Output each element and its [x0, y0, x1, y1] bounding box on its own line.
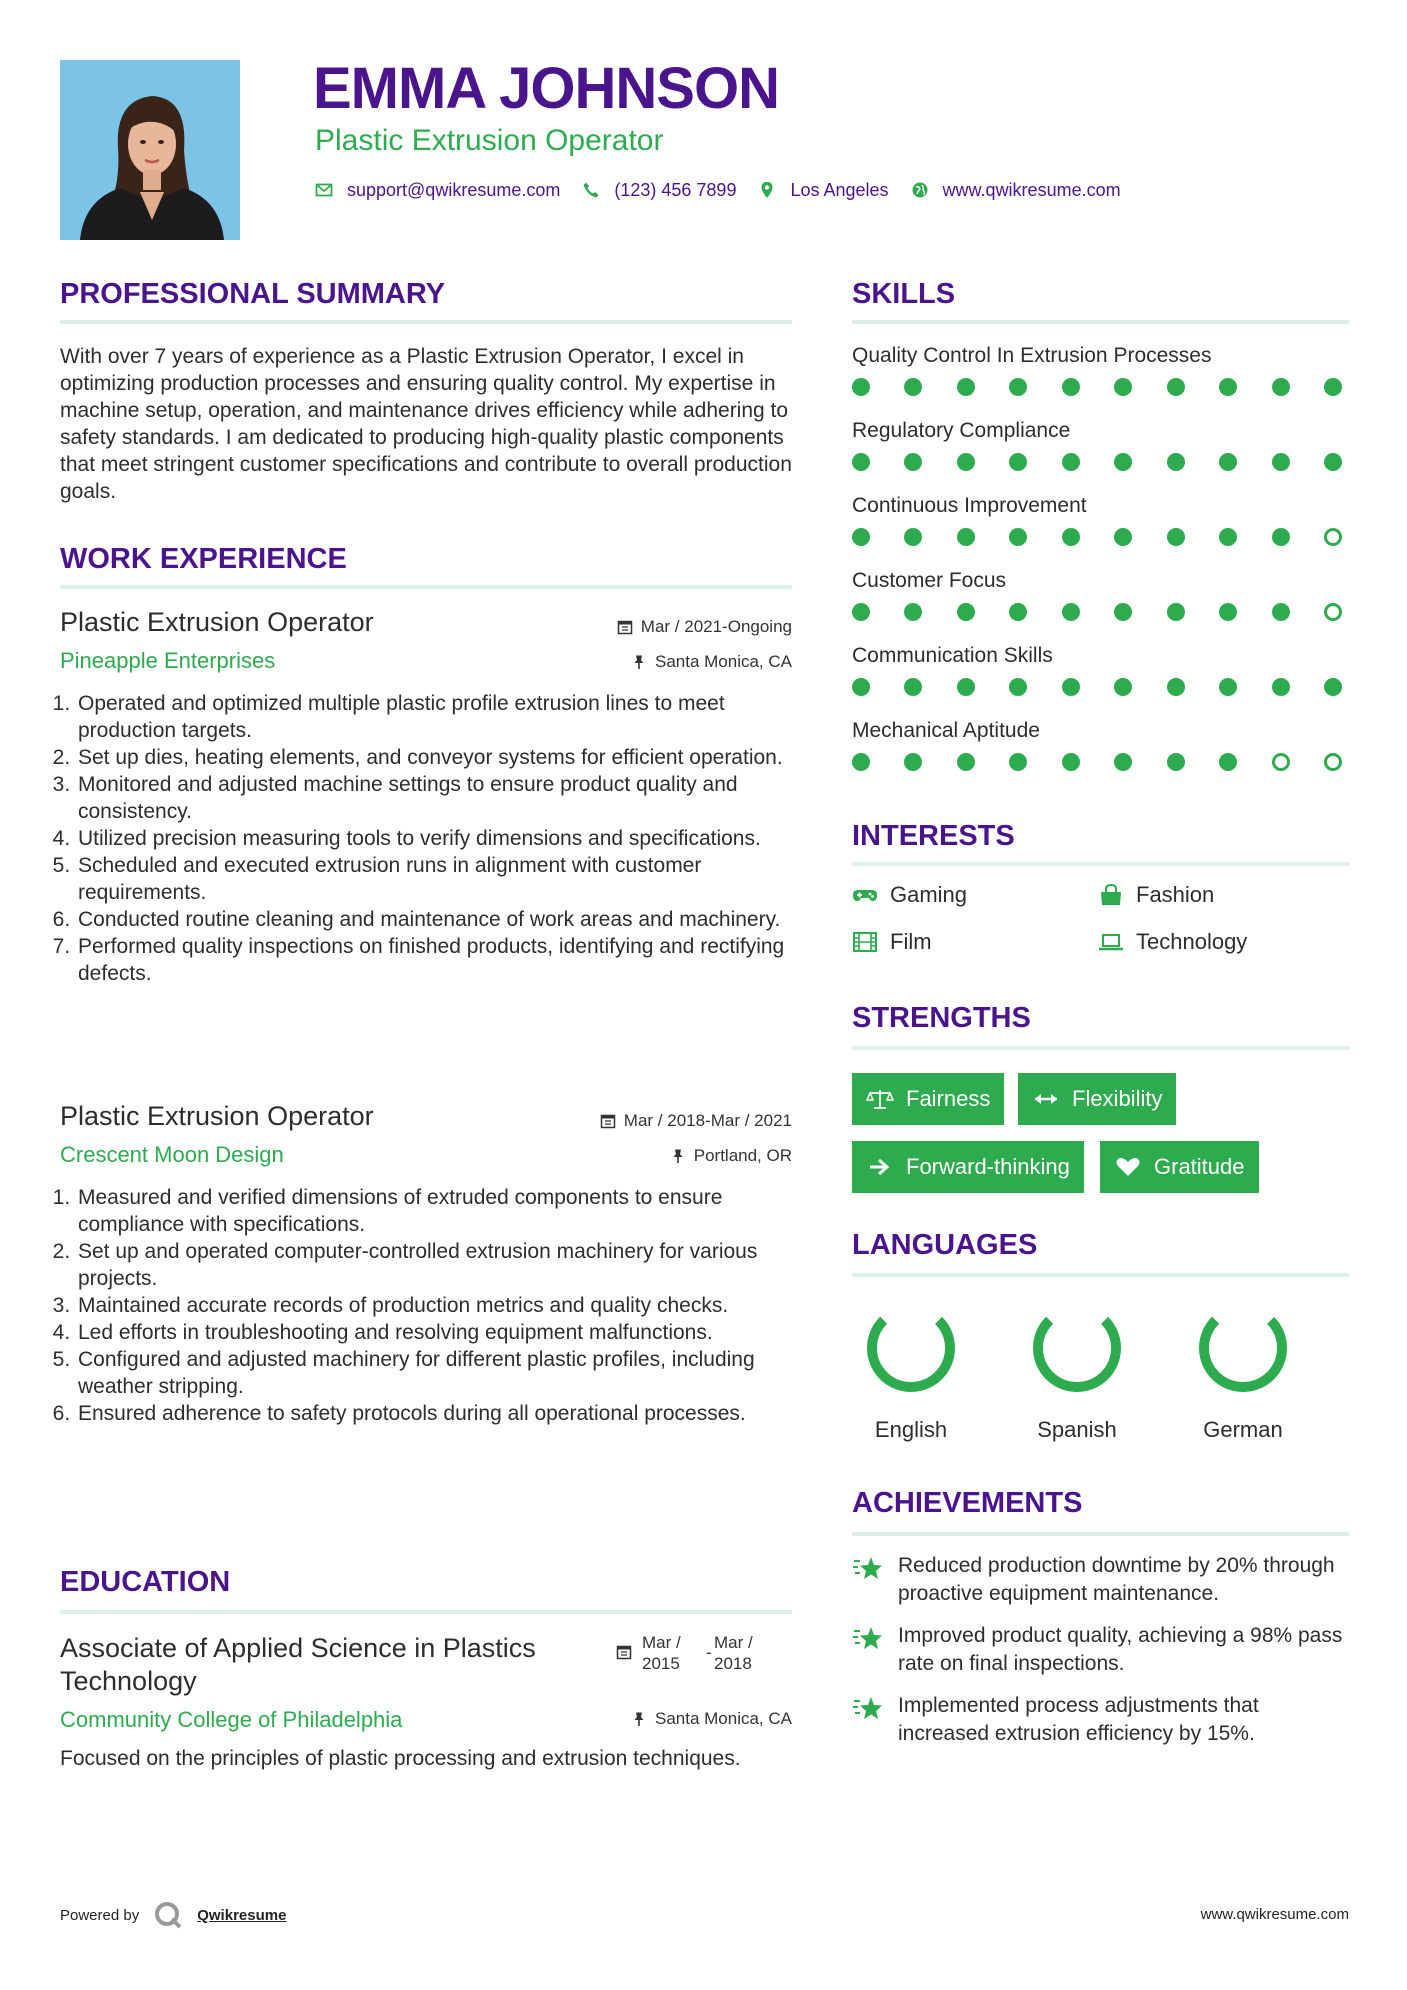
rating-dot-filled — [904, 678, 922, 696]
phone-text: (123) 456 7899 — [614, 179, 737, 200]
list-item: 5. Configured and adjusted machinery for different plastic profiles, including weather stripping. — [76, 1346, 792, 1400]
list-item: 2. Set up dies, heating elements, and conveyor systems for efficient operation. — [76, 744, 792, 771]
rating-dot-filled — [1167, 753, 1185, 771]
rating-dot-filled — [1009, 753, 1027, 771]
skill-rating — [852, 753, 1342, 771]
rating-dot-filled — [1062, 528, 1080, 546]
rating-dot-filled — [1324, 453, 1342, 471]
rating-dot-filled — [904, 528, 922, 546]
footer-url[interactable]: www.qwikresume.com — [1200, 1906, 1349, 1923]
strength-label: Gratitude — [1154, 1154, 1245, 1179]
skills-list — [852, 344, 1352, 794]
candidate-name: EMMA JOHNSON — [313, 56, 779, 121]
list-item: 6. Conducted routine cleaning and maintenance of work areas and machinery. — [76, 906, 792, 933]
strength-gratitude — [1100, 1141, 1259, 1193]
achievement-text: Implemented process adjustments that increased extrusion efficiency by 15%. — [898, 1694, 1259, 1745]
achievement-item — [852, 1692, 1348, 1748]
job-location — [500, 1146, 792, 1166]
phone-icon — [582, 181, 600, 199]
rating-dot-filled — [1272, 528, 1290, 546]
globe-icon — [911, 181, 929, 199]
rating-dot-filled — [1167, 378, 1185, 396]
language-ring — [864, 1301, 958, 1395]
skill-rating — [852, 603, 1342, 621]
skill-name: Regulatory Compliance — [852, 419, 1071, 442]
strength-label: Fairness — [906, 1086, 991, 1111]
rating-dot-filled — [1009, 678, 1027, 696]
job-location — [500, 652, 792, 672]
rating-dot-filled — [1167, 453, 1185, 471]
skill-name: Communication Skills — [852, 644, 1053, 667]
shopping-bag-icon — [1098, 884, 1124, 906]
skill-row — [852, 569, 1352, 644]
skill-name: Quality Control In Extrusion Processes — [852, 344, 1212, 367]
language-ring — [1030, 1301, 1124, 1395]
contact-email[interactable] — [315, 180, 560, 201]
interest-film — [852, 929, 932, 955]
calendar-icon — [600, 1113, 616, 1129]
rating-dot-empty — [1324, 603, 1342, 621]
education-heading: EDUCATION — [60, 1566, 231, 1598]
rating-dot-filled — [1114, 753, 1132, 771]
education-location — [500, 1709, 792, 1729]
profile-photo — [60, 60, 240, 240]
website-text: www.qwikresume.com — [942, 179, 1121, 200]
achievement-text: Reduced production downtime by 20% through proactive equipment maintenance. — [898, 1554, 1335, 1605]
achievement-item — [852, 1552, 1348, 1608]
qwikresume-link[interactable]: Qwikresume — [197, 1906, 287, 1924]
language-level-arc — [864, 1301, 958, 1395]
experience-divider — [60, 585, 792, 589]
laptop-icon — [1098, 931, 1124, 953]
email-text: support@qwikresume.com — [347, 179, 561, 200]
pushpin-icon — [631, 1711, 647, 1727]
strengths-heading: STRENGTHS — [852, 1002, 1031, 1034]
achievements-heading: ACHIEVEMENTS — [852, 1487, 1083, 1519]
rating-dot-empty — [1272, 753, 1290, 771]
list-item: 3. Monitored and adjusted machine settings to ensure product quality and consistency. — [76, 771, 792, 825]
rating-dot-filled — [1009, 378, 1027, 396]
rating-dot-filled — [1062, 678, 1080, 696]
rating-dot-empty — [1324, 528, 1342, 546]
location-text: Los Angeles — [790, 179, 889, 200]
rating-dot-filled — [1062, 603, 1080, 621]
map-marker-icon — [758, 181, 776, 199]
rating-dot-filled — [1272, 603, 1290, 621]
rating-dot-filled — [1272, 378, 1290, 396]
rating-dot-filled — [1219, 453, 1237, 471]
list-item: 6. Ensured adherence to safety protocols during all operational processes. — [76, 1400, 792, 1427]
job-title: Plastic Extrusion Operator — [60, 607, 374, 637]
education-dates — [616, 1632, 778, 1674]
rating-dot-filled — [852, 678, 870, 696]
rating-dot-filled — [1272, 453, 1290, 471]
skill-rating — [852, 378, 1342, 396]
skill-row — [852, 494, 1352, 569]
skill-rating — [852, 453, 1342, 471]
achievements-divider — [852, 1532, 1349, 1536]
rating-dot-filled — [1114, 453, 1132, 471]
arrow-right-icon — [866, 1156, 894, 1178]
rating-dot-filled — [1114, 528, 1132, 546]
balance-scale-icon — [866, 1088, 894, 1110]
gamepad-icon — [852, 884, 878, 906]
rating-dot-filled — [957, 528, 975, 546]
skills-heading: SKILLS — [852, 278, 956, 310]
rating-dot-filled — [1009, 603, 1027, 621]
rating-dot-filled — [957, 453, 975, 471]
summary-divider — [60, 320, 792, 324]
envelope-icon — [315, 181, 333, 199]
list-item: 3. Maintained accurate records of production metrics and quality checks. — [76, 1292, 792, 1319]
rating-dot-filled — [904, 753, 922, 771]
education-location-text: Santa Monica, CA — [654, 1709, 792, 1728]
powered-by-label: Powered by — [60, 1906, 140, 1924]
qwikresume-logo-icon — [153, 1900, 183, 1930]
rating-dot-filled — [1219, 603, 1237, 621]
rating-dot-filled — [852, 528, 870, 546]
candidate-title: Plastic Extrusion Operator — [315, 124, 664, 157]
star-achievement-icon — [852, 1692, 884, 1724]
school-name: Community College of Philadelphia — [60, 1707, 403, 1732]
list-item: 4. Utilized precision measuring tools to verify dimensions and specifications. — [76, 825, 792, 852]
skill-row — [852, 644, 1352, 719]
rating-dot-filled — [1167, 603, 1185, 621]
rating-dot-filled — [904, 603, 922, 621]
strength-fairness — [852, 1073, 1004, 1125]
rating-dot-filled — [957, 678, 975, 696]
skill-name: Continuous Improvement — [852, 494, 1087, 517]
list-item: 1. Operated and optimized multiple plastic profile extrusion lines to meet production targets. — [76, 690, 792, 744]
education-divider — [60, 1610, 792, 1614]
star-achievement-icon — [852, 1622, 884, 1654]
list-item: 7. Performed quality inspections on finished products, identifying and rectifying defects. — [76, 933, 792, 987]
rating-dot-filled — [1009, 453, 1027, 471]
interest-label: Gaming — [890, 882, 968, 907]
language-name: Spanish — [1037, 1417, 1117, 1442]
rating-dot-filled — [957, 753, 975, 771]
rating-dot-filled — [1219, 678, 1237, 696]
education-end: Mar / 2018 — [714, 1633, 753, 1673]
rating-dot-filled — [1114, 678, 1132, 696]
rating-dot-filled — [957, 378, 975, 396]
interest-label: Technology — [1136, 929, 1248, 954]
languages-divider — [852, 1273, 1349, 1277]
summary-text: With over 7 years of experience as a Plastic Extrusion Operator, I excel in optimizing production processes and ensuring quality control. My expertise in machine setup, operation, and maintenance drives efficiency while adhering to safety standards. I am dedicated to producing high-quality plastic components that meet stringent customer specifications and contribute to overall production goals. — [60, 345, 792, 503]
job-location-text: Santa Monica, CA — [654, 652, 792, 671]
experience-heading: WORK EXPERIENCE — [60, 543, 347, 575]
rating-dot-filled — [904, 453, 922, 471]
rating-dot-filled — [1114, 603, 1132, 621]
list-item: 5. Scheduled and executed extrusion runs in alignment with customer requirements. — [76, 852, 792, 906]
interest-technology — [1098, 929, 1247, 955]
language-name: German — [1203, 1417, 1283, 1442]
languages-list — [856, 1301, 1298, 1443]
strengths-divider — [852, 1046, 1349, 1050]
skill-row — [852, 344, 1352, 419]
list-item: 4. Led efforts in troubleshooting and resolving equipment malfunctions. — [76, 1319, 792, 1346]
pushpin-icon — [670, 1148, 686, 1164]
rating-dot-filled — [852, 453, 870, 471]
film-icon — [852, 931, 878, 953]
language-level-arc — [1030, 1301, 1124, 1395]
contact-location — [758, 180, 888, 201]
interests-divider — [852, 862, 1349, 866]
date-separator: - — [706, 1643, 712, 1662]
list-item: 2. Set up and operated computer-controlled extrusion machinery for various projects. — [76, 1238, 792, 1292]
rating-dot-filled — [1167, 678, 1185, 696]
contact-website[interactable] — [911, 180, 1121, 201]
interests-heading: INTERESTS — [852, 820, 1015, 852]
rating-dot-filled — [1009, 528, 1027, 546]
rating-dot-filled — [1324, 378, 1342, 396]
job-dates-text: Mar / 2018-Mar / 2021 — [623, 1111, 792, 1130]
education-start: Mar / 2015 — [642, 1633, 681, 1673]
skills-divider — [852, 320, 1349, 324]
company-name: Crescent Moon Design — [60, 1142, 284, 1167]
job-duties-list — [58, 1184, 792, 1427]
languages-heading: LANGUAGES — [852, 1229, 1038, 1261]
job-duties-list — [58, 690, 792, 987]
skill-row — [852, 419, 1352, 494]
language-ring — [1196, 1301, 1290, 1395]
rating-dot-filled — [1062, 453, 1080, 471]
language-item — [1022, 1301, 1132, 1443]
language-item — [856, 1301, 966, 1443]
interest-label: Film — [890, 929, 932, 954]
job-dates — [500, 617, 792, 637]
achievement-text: Improved product quality, achieving a 98% pass rate on final inspections. — [898, 1624, 1343, 1675]
education-description: Focused on the principles of plastic processing and extrusion techniques. — [60, 1747, 741, 1770]
rating-dot-filled — [1219, 753, 1237, 771]
pushpin-icon — [631, 654, 647, 670]
rating-dot-filled — [1114, 378, 1132, 396]
strength-label: Flexibility — [1072, 1086, 1163, 1111]
strength-label: Forward-thinking — [906, 1154, 1070, 1179]
rating-dot-filled — [957, 603, 975, 621]
strength-flexibility — [1018, 1073, 1176, 1125]
language-level-arc — [1196, 1301, 1290, 1395]
language-item — [1188, 1301, 1298, 1443]
skill-name: Customer Focus — [852, 569, 1007, 592]
rating-dot-filled — [852, 378, 870, 396]
language-name: English — [874, 1417, 948, 1442]
rating-dot-filled — [1219, 528, 1237, 546]
rating-dot-empty — [1324, 753, 1342, 771]
skill-name: Mechanical Aptitude — [852, 719, 1040, 742]
calendar-icon — [616, 1644, 632, 1660]
achievement-item — [852, 1622, 1348, 1678]
degree-title: Associate of Applied Science in Plastics Technology — [60, 1633, 536, 1696]
rating-dot-filled — [852, 603, 870, 621]
contact-phone[interactable] — [582, 180, 736, 201]
skill-row — [852, 719, 1352, 794]
rating-dot-filled — [852, 753, 870, 771]
interest-fashion — [1098, 882, 1214, 908]
job-location-text: Portland, OR — [693, 1146, 792, 1165]
interest-label: Fashion — [1136, 882, 1215, 907]
skill-rating — [852, 678, 1342, 696]
list-item: 1. Measured and verified dimensions of extruded components to ensure compliance with specifications. — [76, 1184, 792, 1238]
contact-bar — [315, 178, 1143, 202]
rating-dot-filled — [1062, 378, 1080, 396]
strength-forward-thinking — [852, 1141, 1084, 1193]
interest-gaming — [852, 882, 967, 908]
rating-dot-filled — [904, 378, 922, 396]
company-name: Pineapple Enterprises — [60, 648, 276, 673]
rating-dot-filled — [1272, 678, 1290, 696]
skill-rating — [852, 528, 1342, 546]
rating-dot-filled — [1219, 378, 1237, 396]
arrows-horizontal-icon — [1032, 1088, 1060, 1110]
rating-dot-filled — [1062, 753, 1080, 771]
summary-heading: PROFESSIONAL SUMMARY — [60, 278, 446, 310]
avatar — [60, 60, 240, 240]
job-dates — [500, 1111, 792, 1131]
job-dates-text: Mar / 2021-Ongoing — [640, 617, 792, 636]
rating-dot-filled — [1324, 678, 1342, 696]
job-title: Plastic Extrusion Operator — [60, 1101, 374, 1131]
star-achievement-icon — [852, 1552, 884, 1584]
footer-powered-by — [60, 1900, 286, 1930]
rating-dot-filled — [1167, 528, 1185, 546]
calendar-icon — [617, 619, 633, 635]
heart-icon — [1114, 1156, 1142, 1178]
